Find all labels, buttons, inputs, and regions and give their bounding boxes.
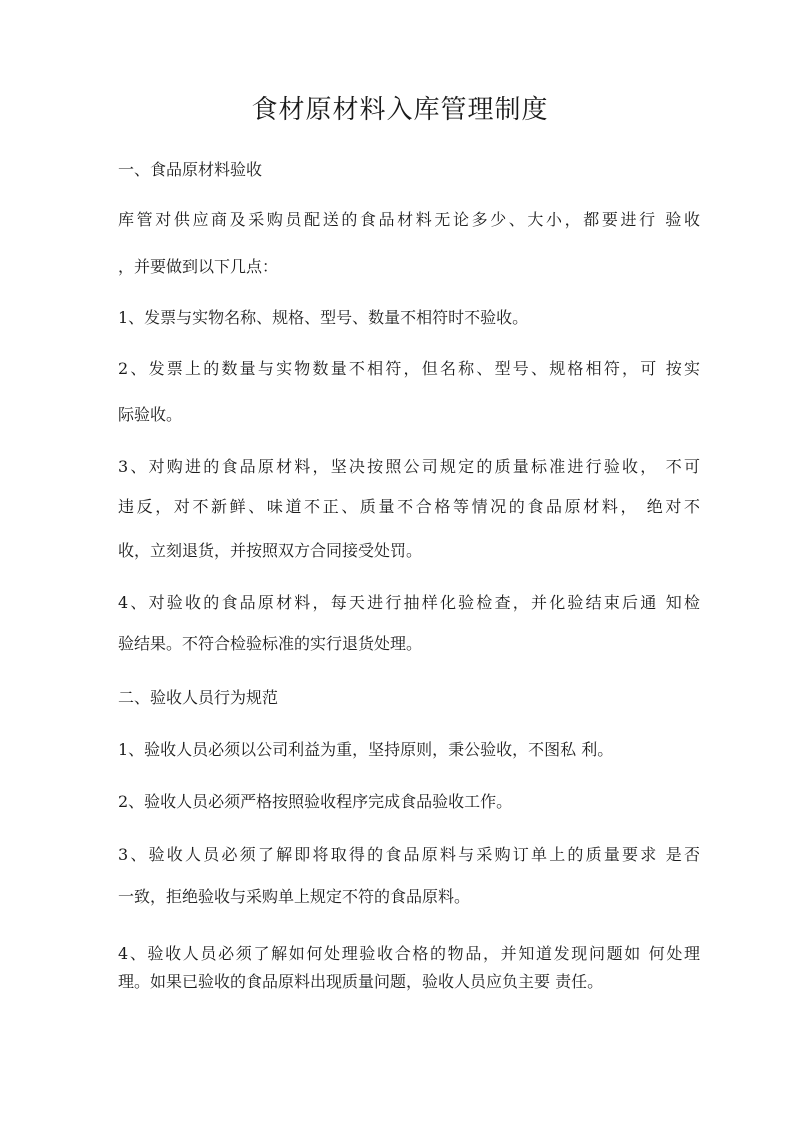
paragraph-line: 3、验收人员必须了解即将取得的食品原料与采购订单上的质量要求 是否	[118, 845, 700, 864]
paragraph-line: 1、验收人员必须以公司利益为重，坚持原则，秉公验收，不图私 利。	[118, 740, 614, 759]
paragraph-line: 际验收。	[118, 405, 183, 424]
paragraph-line: 违反，对不新鲜、味道不正、质量不合格等情况的食品原材料， 绝对不	[118, 497, 700, 516]
paragraph-line: 3、对购进的食品原材料，坚决按照公司规定的质量标准进行验收， 不可	[118, 457, 700, 476]
paragraph-line: 1、发票与实物名称、规格、型号、数量不相符时不验收。	[118, 308, 529, 327]
paragraph-line: 一致，拒绝验收与采购单上规定不符的食品原料。	[118, 887, 471, 906]
paragraph-line: 库管对供应商及采购员配送的食品材料无论多少、大小，都要进行 验收	[118, 210, 700, 229]
paragraph-line: 理。如果已验收的食品原料出现质量问题，验收人员应负主要 责任。	[118, 972, 604, 991]
paragraph-line: ，并要做到以下几点：	[118, 257, 279, 276]
document-title: 食材原材料入库管理制度	[251, 95, 549, 125]
paragraph-line: 2、验收人员必须严格按照验收程序完成食品验收工作。	[118, 792, 513, 811]
paragraph-line: 2、发票上的数量与实物数量不相符，但名称、型号、规格相符，可 按实	[118, 359, 700, 378]
section-heading-conduct: 二、验收人员行为规范	[118, 688, 279, 707]
paragraph-line: 收，立刻退货，并按照双方合同接受处罚。	[118, 541, 423, 560]
paragraph-line: 4、对验收的食品原材料，每天进行抽样化验检查，并化验结束后通 知检	[118, 593, 700, 612]
paragraph-line: 4、验收人员必须了解如何处理验收合格的物品，并知道发现问题如 何处理	[118, 944, 700, 963]
section-heading-inspection: 一、食品原材料验收	[118, 160, 263, 179]
paragraph-line: 验结果。不符合检验标准的实行退货处理。	[118, 634, 423, 653]
